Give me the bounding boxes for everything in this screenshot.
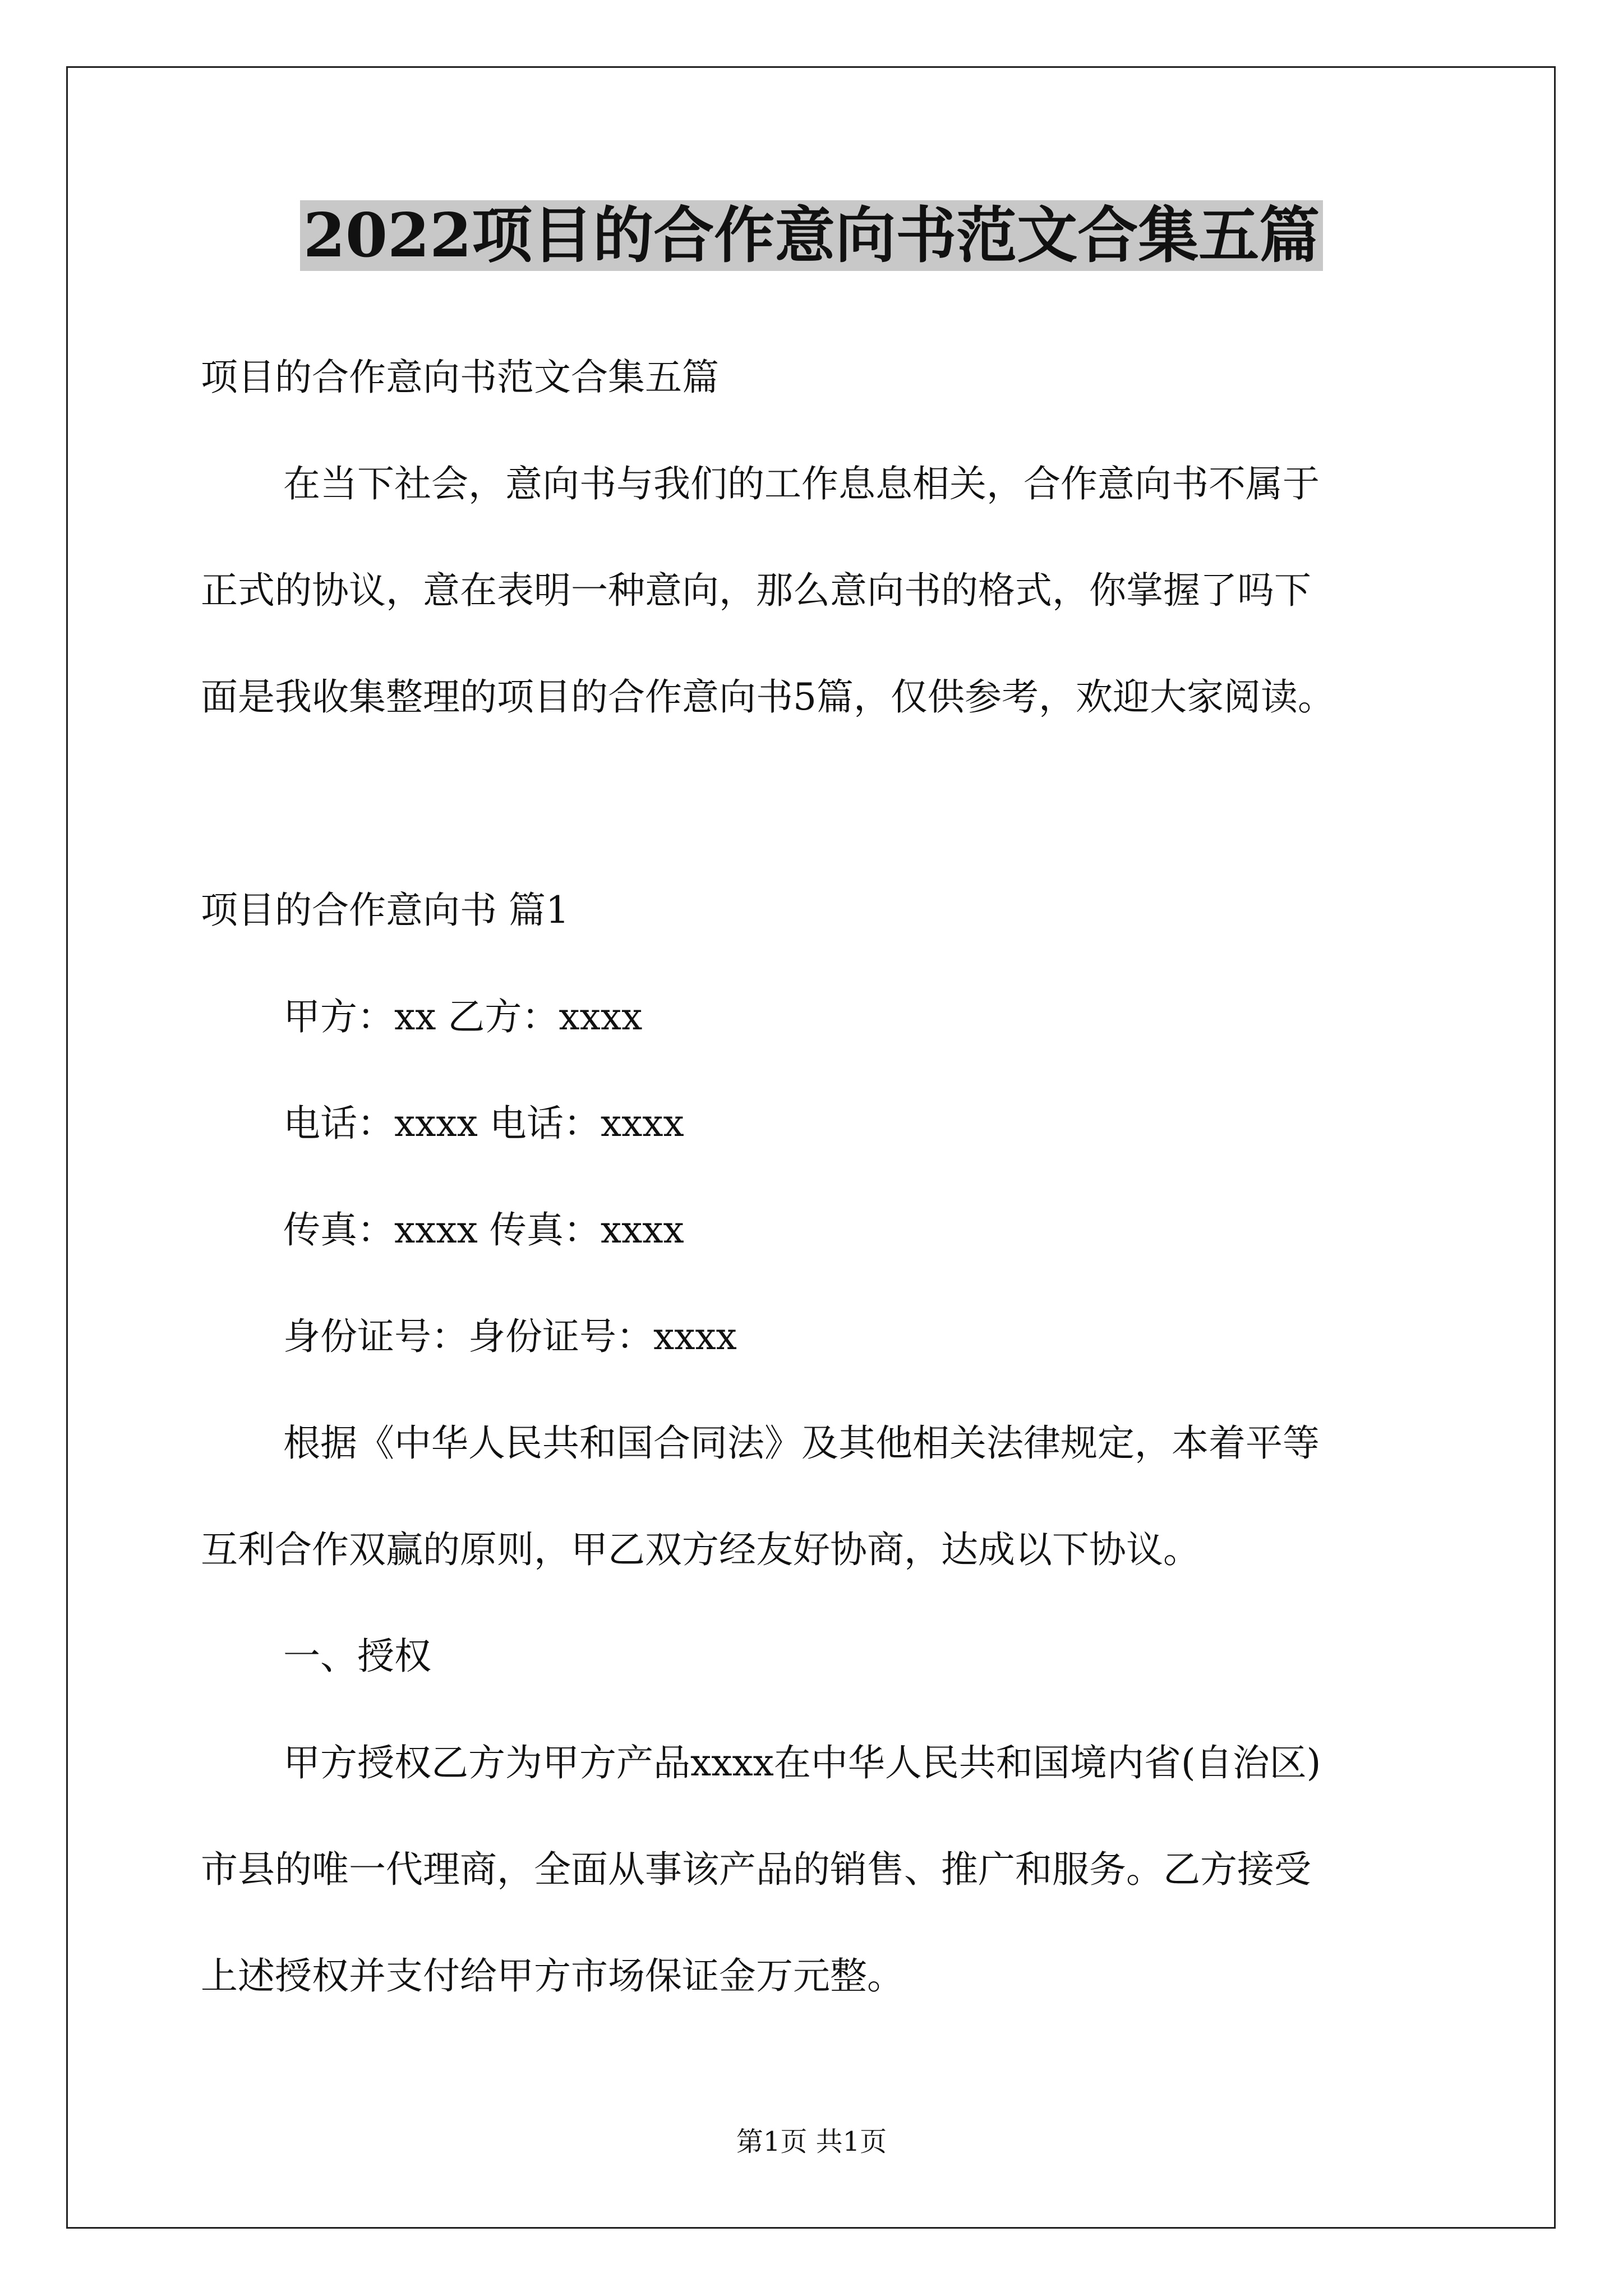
intro-line-3: 面是我收集整理的项目的合作意向书5篇，仅供参考，欢迎大家阅读。	[201, 675, 1335, 719]
document-title-text: 2022项目的合作意向书范文合集五篇	[300, 200, 1324, 271]
clause-line-2: 市县的唯一代理商，全面从事该产品的销售、推广和服务。乙方接受	[201, 1848, 1311, 1891]
clause-line-3: 上述授权并支付给甲方市场保证金万元整。	[201, 1954, 904, 1998]
party-id-line: 身份证号：身份证号：xxxx	[283, 1315, 737, 1358]
party-names-line: 甲方：xx 乙方：xxxx	[283, 995, 643, 1038]
party-phone-line: 电话：xxxx 电话：xxxx	[283, 1102, 684, 1145]
basis-line-1: 根据《中华人民共和国合同法》及其他相关法律规定，本着平等	[283, 1421, 1320, 1465]
clause-line-1: 甲方授权乙方为甲方产品xxxx在中华人民共和国境内省(自治区)	[283, 1741, 1321, 1784]
document-title	[0, 194, 1623, 278]
section-heading: 项目的合作意向书 篇1	[201, 889, 569, 932]
party-fax-line: 传真：xxxx 传真：xxxx	[283, 1208, 684, 1251]
intro-line-1: 在当下社会，意向书与我们的工作息息相关，合作意向书不属于	[283, 462, 1320, 505]
intro-line-2: 正式的协议，意在表明一种意向，那么意向书的格式，你掌握了吗下	[201, 569, 1311, 612]
clause-heading: 一、授权	[283, 1635, 431, 1678]
document-subtitle: 项目的合作意向书范文合集五篇	[201, 356, 719, 399]
page-number-footer: 第1页 共1页	[736, 2126, 887, 2157]
basis-line-2: 互利合作双赢的原则，甲乙双方经友好协商，达成以下协议。	[201, 1528, 1200, 1571]
